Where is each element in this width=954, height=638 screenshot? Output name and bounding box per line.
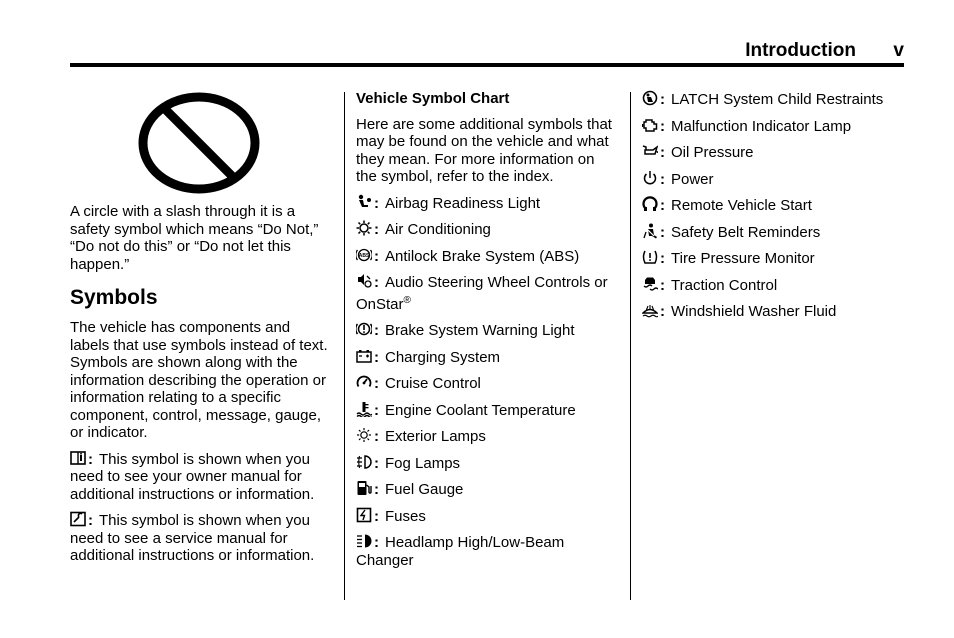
symbol-label: Headlamp High/Low-Beam Changer	[356, 534, 565, 569]
latch-child-seat-icon	[642, 90, 658, 106]
section-title: Introduction	[745, 40, 856, 61]
fog-lamp-icon	[356, 454, 372, 470]
cruise-control-icon	[356, 374, 372, 390]
headlamp-beam-icon	[356, 533, 372, 549]
symbol-label: Audio Steering Wheel Controls or OnStar	[356, 274, 608, 313]
exterior-lamp-icon	[356, 427, 372, 443]
page-header	[70, 38, 904, 64]
colon: :	[374, 322, 379, 339]
symbol-label: Airbag Readiness Light	[385, 194, 541, 212]
seat-belt-icon	[642, 223, 658, 239]
symbol-item-brake-warning	[356, 321, 618, 340]
symbols-heading: Symbols	[70, 286, 158, 309]
tire-pressure-icon	[642, 249, 658, 265]
colon: :	[374, 534, 379, 551]
colon: :	[374, 428, 379, 445]
colon: :	[374, 247, 379, 265]
symbol-label: Tire Pressure Monitor	[671, 250, 815, 267]
brake-warning-icon	[356, 321, 372, 337]
symbol-label: Traction Control	[671, 276, 778, 294]
abs-icon	[356, 247, 372, 263]
colon: :	[374, 221, 379, 238]
symbol-label: LATCH System Child Restraints	[671, 91, 884, 108]
symbol-label: Charging System	[385, 348, 501, 366]
battery-icon	[356, 348, 372, 364]
symbol-item-coolant-temperature	[356, 401, 618, 420]
air-conditioning-icon	[356, 220, 372, 236]
symbol-item-seat-belt	[642, 223, 904, 242]
symbol-label: Malfunction Indicator Lamp	[671, 117, 852, 135]
symbol-item-headlamp-beam	[356, 533, 618, 569]
colon: :	[374, 274, 379, 291]
symbol-item-tire-pressure	[642, 249, 904, 268]
symbol-item-remote-start	[642, 196, 904, 215]
colon: :	[660, 144, 665, 161]
symbol-item-exterior-lamp	[356, 427, 618, 446]
symbol-item-cruise-control	[356, 374, 618, 393]
colon: :	[660, 303, 665, 320]
symbol-label: Fog Lamps	[385, 454, 461, 472]
colon: :	[374, 194, 379, 212]
colon: :	[88, 450, 93, 468]
airbag-icon	[356, 194, 372, 210]
symbol-item-power	[642, 170, 904, 189]
symbol-item-fuel-pump	[356, 480, 618, 499]
colon: :	[374, 507, 379, 525]
symbol-label: Air Conditioning	[385, 221, 491, 238]
symbol-item-fog-lamp	[356, 454, 618, 473]
steering-wheel-audio-icon	[356, 273, 372, 289]
colon: :	[374, 401, 379, 419]
symbol-label: Fuel Gauge	[385, 481, 464, 498]
colon: :	[374, 481, 379, 498]
symbol-label: Windshield Washer Fluid	[671, 303, 837, 320]
owner-manual-paragraph	[70, 450, 332, 504]
symbol-label: Safety Belt Reminders	[671, 223, 821, 241]
page-number: v	[893, 40, 904, 61]
symbol-chart-heading: Vehicle Symbol Chart	[356, 90, 510, 107]
colon: :	[660, 197, 665, 214]
header-rule	[70, 63, 904, 67]
colon: :	[660, 276, 665, 294]
symbol-label: Exterior Lamps	[385, 428, 486, 445]
column-divider-left	[344, 92, 345, 600]
owner-manual-text: This symbol is shown when you need to see your owner manual for additional instructions or information.	[70, 450, 315, 503]
symbol-item-oil-can	[642, 143, 904, 162]
service-manual-text: This symbol is shown when you need to see a service manual for additional instructions or information.	[70, 512, 315, 564]
traction-control-icon	[642, 276, 658, 292]
colon: :	[374, 348, 379, 366]
washer-fluid-icon	[642, 302, 658, 318]
coolant-temperature-icon	[356, 401, 372, 417]
colon: :	[660, 117, 665, 135]
owner-manual-book-icon	[70, 450, 86, 466]
symbol-item-air-conditioning	[356, 220, 618, 239]
colon: :	[374, 375, 379, 392]
symbol-label: Remote Vehicle Start	[671, 197, 812, 214]
symbol-item-latch-child-seat	[642, 90, 904, 109]
fuse-icon	[356, 507, 372, 523]
do-not-symbol-icon	[138, 90, 262, 196]
symbol-label: Antilock Brake System (ABS)	[385, 247, 580, 265]
symbol-label: Fuses	[385, 507, 426, 525]
symbol-item-battery	[356, 348, 618, 367]
colon: :	[374, 454, 379, 472]
fuel-pump-icon	[356, 480, 372, 496]
column-middle	[356, 90, 618, 577]
column-right	[642, 90, 904, 329]
service-manual-icon	[70, 511, 86, 527]
symbol-item-steering-wheel-audio	[356, 273, 618, 313]
symbols-intro: The vehicle has components and labels that use symbols instead of text. Symbols are shown along with the information describing the operation or information relating to a specific component, control, message, gauge, or indicator.	[70, 319, 328, 441]
symbol-label: Oil Pressure	[671, 144, 754, 161]
column-divider-right	[630, 92, 631, 600]
symbol-item-fuse	[356, 507, 618, 526]
symbol-chart-intro: Here are some additional symbols that may be found on the vehicle and what they mean. For more information on the symbol, refer to the index.	[356, 115, 612, 185]
symbol-label: Engine Coolant Temperature	[385, 401, 576, 419]
colon: :	[660, 250, 665, 267]
symbol-item-washer-fluid	[642, 302, 904, 321]
colon: :	[660, 223, 665, 241]
symbol-list-middle	[356, 194, 618, 570]
engine-malfunction-icon	[642, 117, 658, 133]
registered-mark: ®	[403, 294, 411, 306]
svg-text:ABS: ABS	[358, 252, 370, 259]
remote-start-icon	[642, 196, 658, 212]
symbol-label: Cruise Control	[385, 375, 481, 392]
power-icon	[642, 170, 658, 186]
symbol-list-right	[642, 90, 904, 321]
colon: :	[88, 512, 93, 529]
service-manual-paragraph	[70, 511, 332, 565]
warning-paragraph: A circle with a slash through it is a safety symbol which means “Do Not,” “Do not do this” or “Do not let this happen.”	[70, 203, 319, 273]
colon: :	[660, 170, 665, 188]
symbol-item-abs	[356, 247, 618, 266]
symbol-item-airbag	[356, 194, 618, 213]
symbol-label: Power	[671, 170, 714, 188]
column-left	[70, 90, 332, 573]
oil-can-icon	[642, 143, 658, 159]
symbol-item-engine-malfunction	[642, 117, 904, 136]
symbol-label: Brake System Warning Light	[385, 322, 575, 339]
colon: :	[660, 91, 665, 108]
symbol-item-traction-control	[642, 276, 904, 295]
